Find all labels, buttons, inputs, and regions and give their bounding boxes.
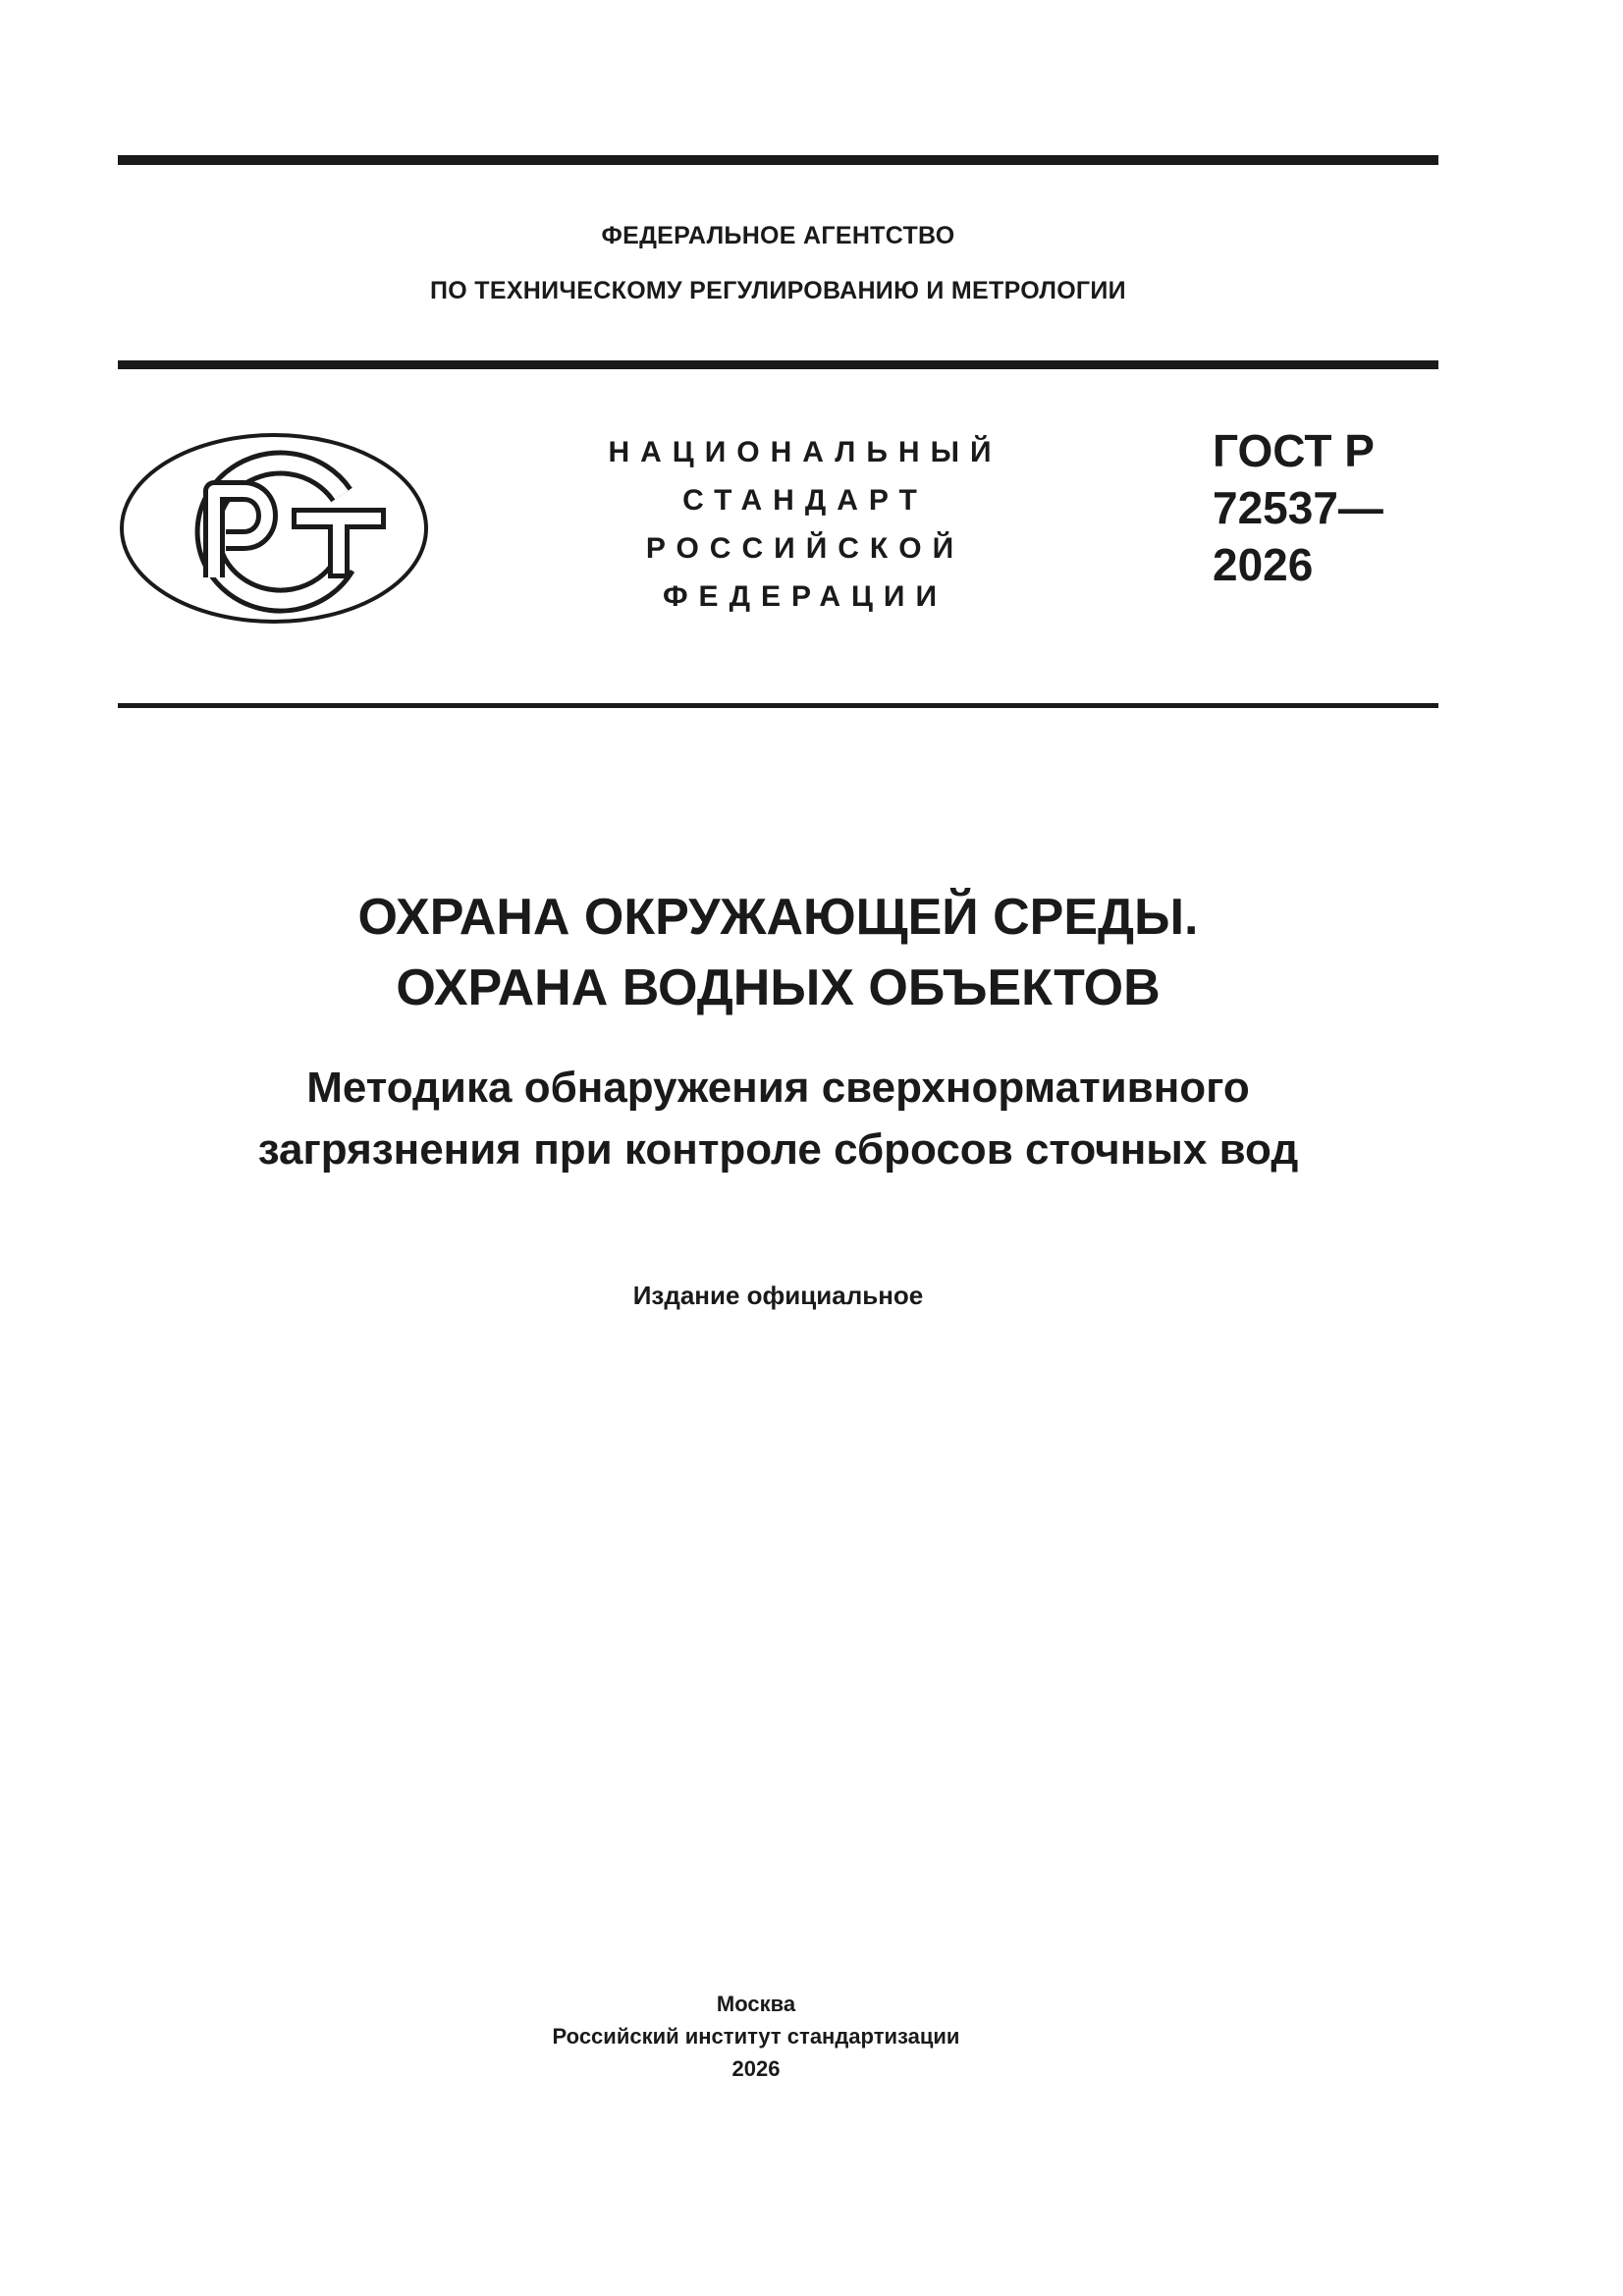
standard-designation — [1213, 422, 1383, 593]
designation-line-2: 72537— — [1213, 482, 1383, 533]
agency-name-line-2: ПО ТЕХНИЧЕСКОМУ РЕГУЛИРОВАНИЮ И МЕТРОЛОГИИ — [430, 277, 1126, 304]
standard-type-line-2: СТАНДАРТ — [682, 484, 928, 517]
document-title — [0, 882, 1556, 1023]
imprint — [0, 1988, 1512, 2085]
header-divider — [118, 360, 1438, 369]
document-subtitle — [0, 1057, 1556, 1180]
standard-type-line-3: РОССИЙСКОЙ — [645, 532, 965, 565]
subtitle-line-2: загрязнения при контроле сбросов сточных вод — [257, 1125, 1299, 1174]
agency-name-line-1: ФЕДЕРАЛЬНОЕ АГЕНТСТВО — [601, 222, 955, 249]
header-bottom-divider — [118, 703, 1438, 708]
standard-type-line-4: ФЕДЕРАЦИИ — [662, 580, 948, 613]
subtitle-line-1: Методика обнаружения сверхнормативного — [306, 1064, 1250, 1112]
edition-label: Издание официальное — [632, 1281, 924, 1310]
standard-type — [589, 428, 1021, 621]
top-divider — [118, 155, 1438, 165]
imprint-year: 2026 — [731, 2056, 781, 2081]
rst-emblem-icon — [118, 430, 430, 627]
designation-line-1: ГОСТ Р — [1213, 425, 1375, 476]
imprint-city: Москва — [716, 1992, 796, 2016]
title-line-2: ОХРАНА ВОДНЫХ ОБЪЕКТОВ — [396, 959, 1161, 1016]
title-line-1: ОХРАНА ОКРУЖАЮЩЕЙ СРЕДЫ. — [357, 889, 1199, 946]
imprint-publisher: Российский институт стандартизации — [552, 2024, 960, 2049]
designation-line-3: 2026 — [1213, 539, 1314, 590]
standard-type-line-1: НАЦИОНАЛЬНЫЙ — [608, 436, 1002, 468]
